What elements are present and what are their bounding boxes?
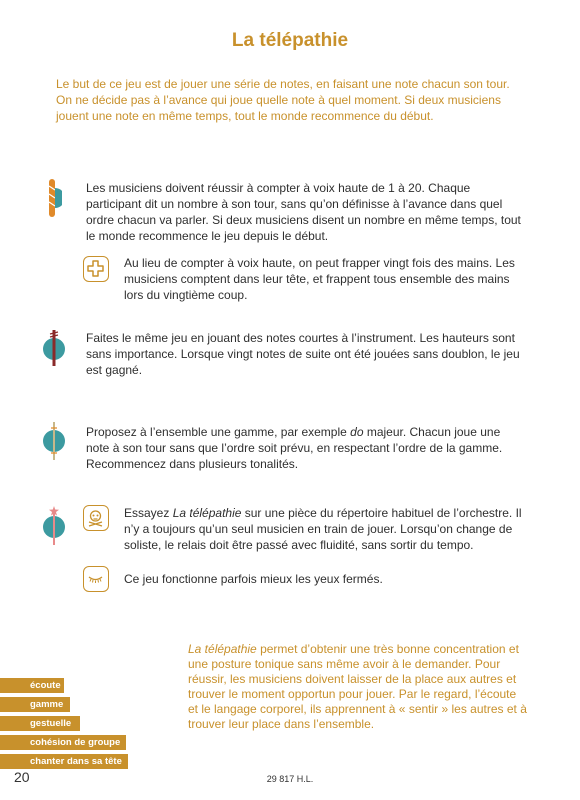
level-4-icon xyxy=(42,505,66,547)
step4-text-italic: La télépathie xyxy=(172,506,242,520)
conclusion-paragraph xyxy=(188,642,528,732)
step4-text xyxy=(124,505,528,553)
intro-paragraph: Le but de ce jeu est de jouer une série de notes, en faisant une note chacun son tour. On ne décide pas à l’avance qui joue quelle note à quel moment. Si deux musiciens jouent une note en même temps, tout le monde recommence du début. xyxy=(56,77,510,123)
closed-eyes-icon xyxy=(83,566,109,592)
step3-text-after: majeur. Chacun joue une note à son tour sans que l’ordre soit prévu, en respectant l’ordre de la gamme. Recommencez dans plusieurs tonalités. xyxy=(86,425,503,471)
level-3-icon xyxy=(42,420,66,462)
step1-variant-text: Au lieu de compter à voix haute, on peut frapper vingt fois des mains. Les musiciens comptent dans leur tête, et frappent tous ensemble des mains lors du vingtième coup. xyxy=(124,256,515,302)
pirate-skull-icon xyxy=(83,505,109,531)
conclusion-italic: La télépathie xyxy=(188,642,257,656)
step4-text-after: sur une pièce du répertoire habituel de l’orchestre. Il n’y a toujours qu’un seul musicien en train de jouer. Lorsqu’on change de soliste, le relais doit être passé avec fluidité, sans sortir du tempo. xyxy=(124,506,522,552)
page-title: La télépathie xyxy=(231,30,349,51)
conclusion-text: permet d’obtenir une très bonne concentration et une posture tonique sans même avoir à le demander. Pour réussir, les musiciens doivent laisser de la place aux autres et trouver le moment opportun pour jouer. Par le regard, l’écoute et le langage corporel, ils apprennent à « sentir » les autres et à trouver leur place dans l’ensemble. xyxy=(188,642,527,731)
step4-tip-text: Ce jeu fonctionne parfois mieux les yeux fermés. xyxy=(124,572,383,586)
step3-text-italic: do xyxy=(350,425,364,439)
level-1-icon xyxy=(42,178,62,218)
tag-chanter-dans-sa-tete: chanter dans sa tête xyxy=(0,754,128,769)
tag-gestuelle: gestuelle xyxy=(0,716,80,731)
step2-text: Faites le même jeu en jouant des notes courtes à l’instrument. Les hauteurs sont sans importance. Lorsque vingt notes de suite ont été jouées sans doublon, le jeu est gagné. xyxy=(86,331,520,377)
tag-ecoute: écoute xyxy=(0,678,64,693)
tag-cohesion-de-groupe: cohésion de groupe xyxy=(0,735,126,750)
step4-text-before: Essayez xyxy=(124,506,173,520)
publisher-reference: 29 817 H.L. xyxy=(266,774,314,784)
step3-text xyxy=(86,424,526,472)
page-number: 20 xyxy=(14,769,30,785)
plus-icon xyxy=(83,256,109,282)
tag-gamme: gamme xyxy=(0,697,70,712)
level-2-icon xyxy=(42,328,66,368)
step3-text-before: Proposez à l’ensemble une gamme, par exemple xyxy=(86,425,351,439)
step1-text: Les musiciens doivent réussir à compter à voix haute de 1 à 20. Chaque participant dit un nombre à son tour, sans qu’on définisse à l’avance dans quel ordre chacun va parler. Si deux musiciens disent un nombre en même temps, tout le monde recommence le jeu depuis le début. xyxy=(86,181,521,243)
